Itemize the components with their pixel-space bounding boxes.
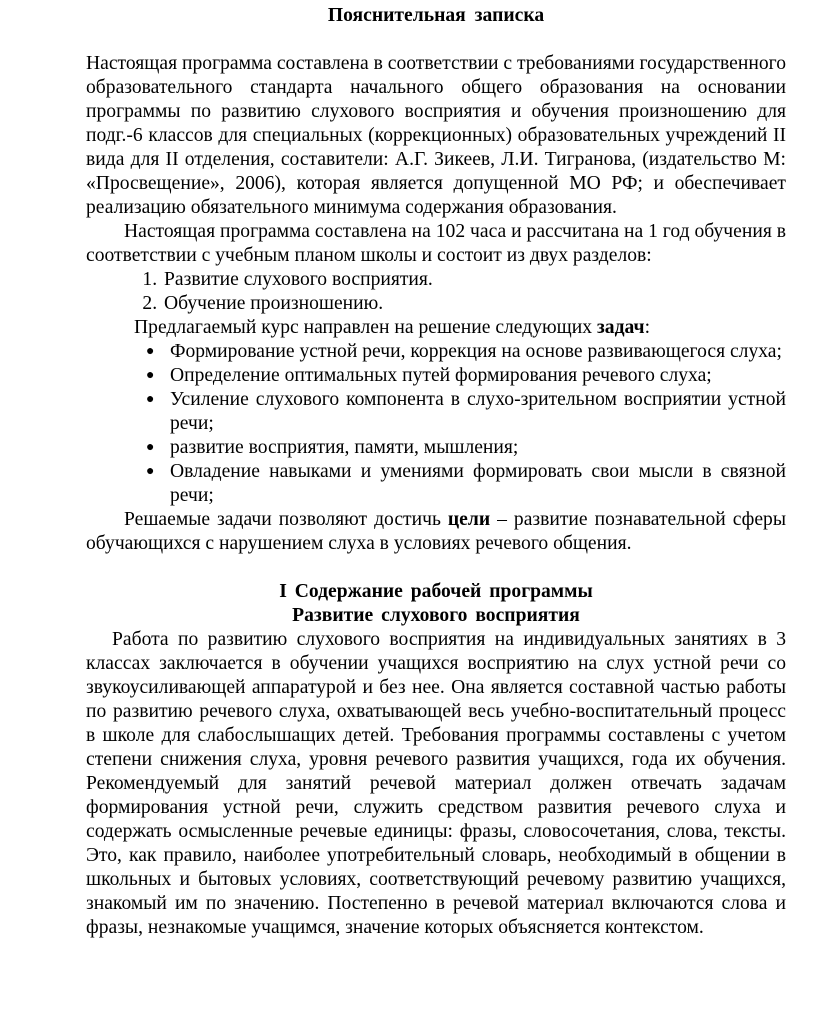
task-item	[146, 364, 786, 388]
section1-paragraph: Работа по развитию слухового восприятия на индивидуальных занятиях в 3 классах заключается в обучении учащихся восприятию на слух устной речи со звукоусиливающей аппаратурой и без нее. Она является составной частью работы по развитию речевого слуха, охватывающей весь учебно-воспитательный процесс в школе для слабослышащих детей. Требования программы составлены с учетом степени снижения слуха, уровня речевого развития учащихся, года их обучения. Рекомендуемый для занятий речевой материал должен отвечать задачам формирования устной речи, служить средством развития речевого слуха и содержать осмысленные речевые единицы: фразы, словосочетания, слова, тексты. Это, как правило, наиболее употребительный словарь, необходимый в общении в школьных и бытовых условиях, соответствующий речевому развитию учащихся, знакомый им по значению. Постепенно в речевой материал включаются слова и фразы, незнакомые учащимся, значение которых объясняется контекстом.	[86, 629, 786, 938]
tasks-intro-end: :	[644, 317, 651, 338]
hours-paragraph: Настоящая программа составлена на 102 часа и рассчитана на 1 год обучения в соответствии с учебным планом школы и состоит из двух разделов:	[86, 221, 786, 266]
task-text: Формирование устной речи, коррекция на основе развивающегося слуха;	[170, 341, 782, 362]
sections-list	[86, 268, 786, 316]
goal-bold: цели	[447, 509, 491, 530]
tasks-intro	[86, 316, 786, 340]
task-item	[146, 436, 786, 460]
bullet-icon: ●	[146, 392, 155, 407]
bullet-icon: ●	[146, 368, 155, 383]
task-text: Усиление слухового компонента в слухо-зрительном восприятии устной речи;	[170, 389, 786, 434]
sections-list-item: 1. Развитие слухового восприятия.	[162, 268, 786, 292]
bullet-icon: ●	[146, 464, 155, 479]
tasks-intro-bold: задач	[596, 317, 645, 338]
goal-paragraph	[86, 508, 786, 556]
task-text: развитие восприятия, памяти, мышления;	[170, 437, 519, 458]
bullet-icon: ●	[146, 440, 155, 455]
goal-text-after: – развитие познавательной сферы обучающихся с нарушением слуха в условиях речевого общения.	[86, 509, 786, 554]
section1-subheading: Развитие слухового восприятия	[292, 605, 580, 626]
tasks-intro-text: Предлагаемый курс направлен на решение следующих	[134, 317, 597, 338]
task-item	[146, 340, 786, 364]
document-title: Пояснительная записка	[327, 5, 545, 26]
section1-heading: I Содержание рабочей программы	[279, 581, 593, 602]
section-spacer	[86, 556, 786, 580]
task-item	[146, 460, 786, 508]
sections-list-item: 2. Обучение произношению.	[162, 292, 786, 316]
bullet-icon: ●	[146, 344, 155, 359]
goal-text-before: Решаемые задачи позволяют достичь	[124, 509, 448, 530]
task-text: Определение оптимальных путей формирования речевого слуха;	[170, 365, 712, 386]
task-text: Овладение навыками и умениями формировать свои мысли в связной речи;	[170, 461, 786, 506]
intro-paragraph: Настоящая программа составлена в соответствии с требованиями государственного образовательного стандарта начального общего образования на основании программы по развитию слухового восприятия и обучения произношению для подг.-6 классов для специальных (коррекционных) образовательных учреждений II вида для II отделения, составители: А.Г. Зикеев, Л.И. Тигранова, (издательство М: «Просвещение», 2006), которая является допущенной МО РФ; и обеспечивает реализацию обязательного минимума содержания образования.	[86, 53, 786, 218]
tasks-list	[86, 340, 786, 508]
task-item	[146, 388, 786, 436]
